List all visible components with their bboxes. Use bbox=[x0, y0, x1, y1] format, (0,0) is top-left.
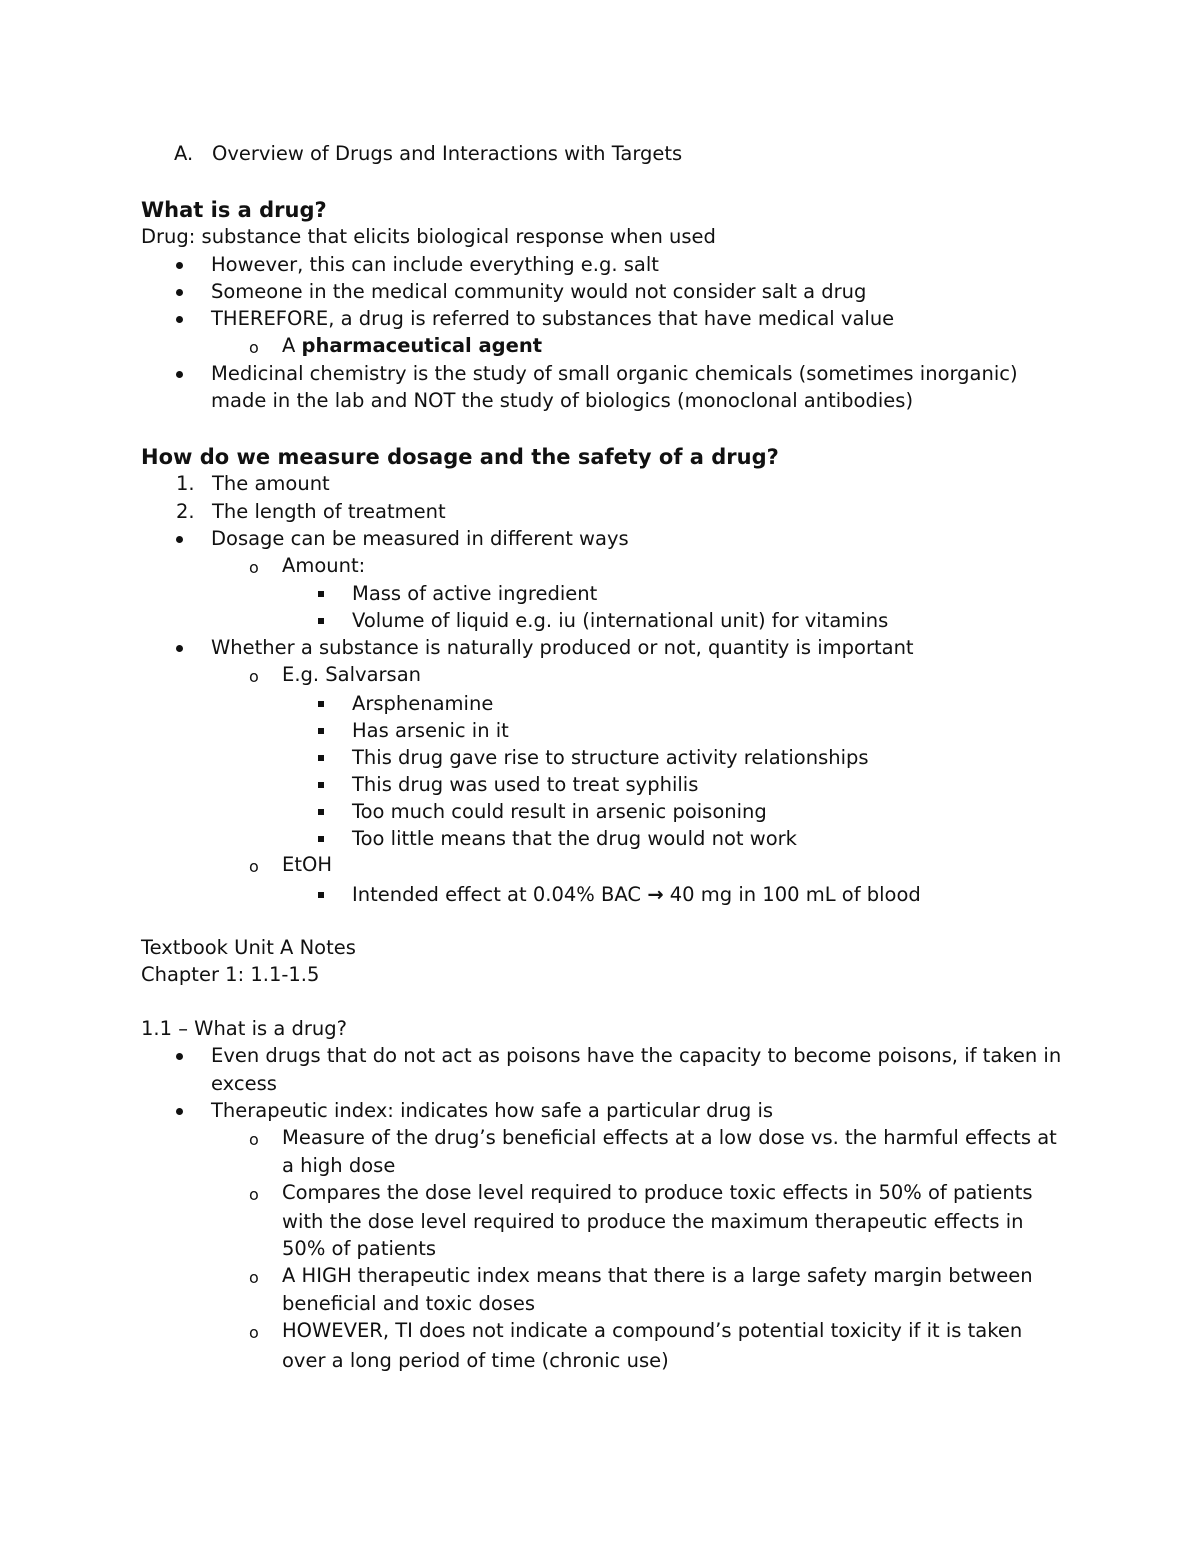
heading-what-is-drug: What is a drug? bbox=[141, 198, 327, 222]
sub-bullet-circle: o bbox=[249, 857, 259, 876]
heading-dosage: How do we measure dosage and the safety of a drug? bbox=[141, 445, 779, 469]
list-item: The amount bbox=[212, 472, 330, 495]
bullet-dot bbox=[176, 645, 183, 652]
bullet-dot bbox=[176, 262, 183, 269]
arrow-icon: → bbox=[647, 883, 664, 906]
list-item-continuation: a high dose bbox=[282, 1154, 396, 1177]
list-item bbox=[352, 881, 921, 908]
list-item: Volume of liquid e.g. iu (international unit) for vitamins bbox=[352, 609, 889, 632]
list-item: EtOH bbox=[282, 853, 332, 876]
bullet-dot bbox=[176, 371, 183, 378]
list-item-continuation: with the dose level required to produce the maximum therapeutic effects in bbox=[282, 1210, 1024, 1233]
list-item: E.g. Salvarsan bbox=[282, 663, 422, 686]
section-title: Overview of Drugs and Interactions with Targets bbox=[212, 142, 683, 165]
list-item: Someone in the medical community would not consider salt a drug bbox=[211, 280, 867, 303]
list-item: However, this can include everything e.g. salt bbox=[211, 253, 659, 276]
sub-bullet-circle: o bbox=[249, 338, 259, 357]
number-marker: 2. bbox=[176, 500, 195, 523]
list-item: Has arsenic in it bbox=[352, 719, 509, 742]
list-item: THEREFORE, a drug is referred to substances that have medical value bbox=[211, 307, 895, 330]
list-item: This drug gave rise to structure activity relationships bbox=[352, 746, 869, 769]
bullet-dot bbox=[176, 1053, 183, 1060]
bullet-square bbox=[318, 836, 324, 842]
number-marker: 1. bbox=[176, 472, 195, 495]
list-item: Compares the dose level required to produce toxic effects in 50% of patients bbox=[282, 1181, 1033, 1204]
bullet-dot bbox=[176, 536, 183, 543]
list-item: Mass of active ingredient bbox=[352, 582, 598, 605]
sub-bullet-circle: o bbox=[249, 667, 259, 686]
bullet-dot bbox=[176, 316, 183, 323]
bullet-square bbox=[318, 618, 324, 624]
list-item: Dosage can be measured in different ways bbox=[211, 527, 629, 550]
section-marker: A. bbox=[174, 142, 194, 165]
list-item: HOWEVER, TI does not indicate a compound’s potential toxicity if it is taken bbox=[282, 1319, 1023, 1342]
list-item: Amount: bbox=[282, 554, 366, 577]
notes-title: Textbook Unit A Notes bbox=[141, 936, 356, 959]
list-item-continuation: 50% of patients bbox=[282, 1237, 437, 1260]
list-item-continuation: excess bbox=[211, 1072, 277, 1095]
bullet-square bbox=[318, 755, 324, 761]
sub-item-prefix: A bbox=[282, 334, 302, 357]
sub-bullet-circle: o bbox=[249, 1323, 259, 1342]
sub-bullet-circle: o bbox=[249, 1130, 259, 1149]
bullet-square bbox=[318, 782, 324, 788]
etoh-text-b: 40 mg in 100 mL of blood bbox=[663, 883, 921, 906]
sub-bullet-circle: o bbox=[249, 1185, 259, 1204]
bullet-square bbox=[318, 591, 324, 597]
bullet-square bbox=[318, 809, 324, 815]
list-item: Therapeutic index: indicates how safe a particular drug is bbox=[211, 1099, 774, 1122]
list-item: A HIGH therapeutic index means that there is a large safety margin between bbox=[282, 1264, 1033, 1287]
list-item: The length of treatment bbox=[212, 500, 446, 523]
list-item: Even drugs that do not act as poisons have the capacity to become poisons, if taken in bbox=[211, 1044, 1062, 1067]
drug-definition: Drug: substance that elicits biological response when used bbox=[141, 225, 716, 248]
list-item: Arsphenamine bbox=[352, 692, 494, 715]
subsection-title: 1.1 – What is a drug? bbox=[141, 1017, 347, 1040]
sub-bullet-circle: o bbox=[249, 558, 259, 577]
list-item: Measure of the drug’s beneficial effects at a low dose vs. the harmful effects at bbox=[282, 1126, 1057, 1149]
list-item bbox=[282, 332, 542, 359]
bullet-square bbox=[318, 728, 324, 734]
sub-bullet-circle: o bbox=[249, 1268, 259, 1287]
bold-term: pharmaceutical agent bbox=[301, 334, 543, 357]
list-item: Medicinal chemistry is the study of small organic chemicals (sometimes inorganic) bbox=[211, 362, 1018, 385]
list-item: Too much could result in arsenic poisoning bbox=[352, 800, 767, 823]
etoh-text-a: Intended effect at 0.04% BAC bbox=[352, 883, 648, 906]
bullet-square bbox=[318, 892, 324, 898]
list-item: Whether a substance is naturally produced or not, quantity is important bbox=[211, 636, 914, 659]
list-item-continuation: made in the lab and NOT the study of biologics (monoclonal antibodies) bbox=[211, 389, 914, 412]
notes-chapter: Chapter 1: 1.1-1.5 bbox=[141, 963, 320, 986]
list-item-continuation: beneficial and toxic doses bbox=[282, 1292, 536, 1315]
list-item: Too little means that the drug would not work bbox=[352, 827, 797, 850]
bullet-square bbox=[318, 701, 324, 707]
bullet-dot bbox=[176, 1108, 183, 1115]
bullet-dot bbox=[176, 289, 183, 296]
list-item: This drug was used to treat syphilis bbox=[352, 773, 699, 796]
list-item-continuation: over a long period of time (chronic use) bbox=[282, 1349, 669, 1372]
